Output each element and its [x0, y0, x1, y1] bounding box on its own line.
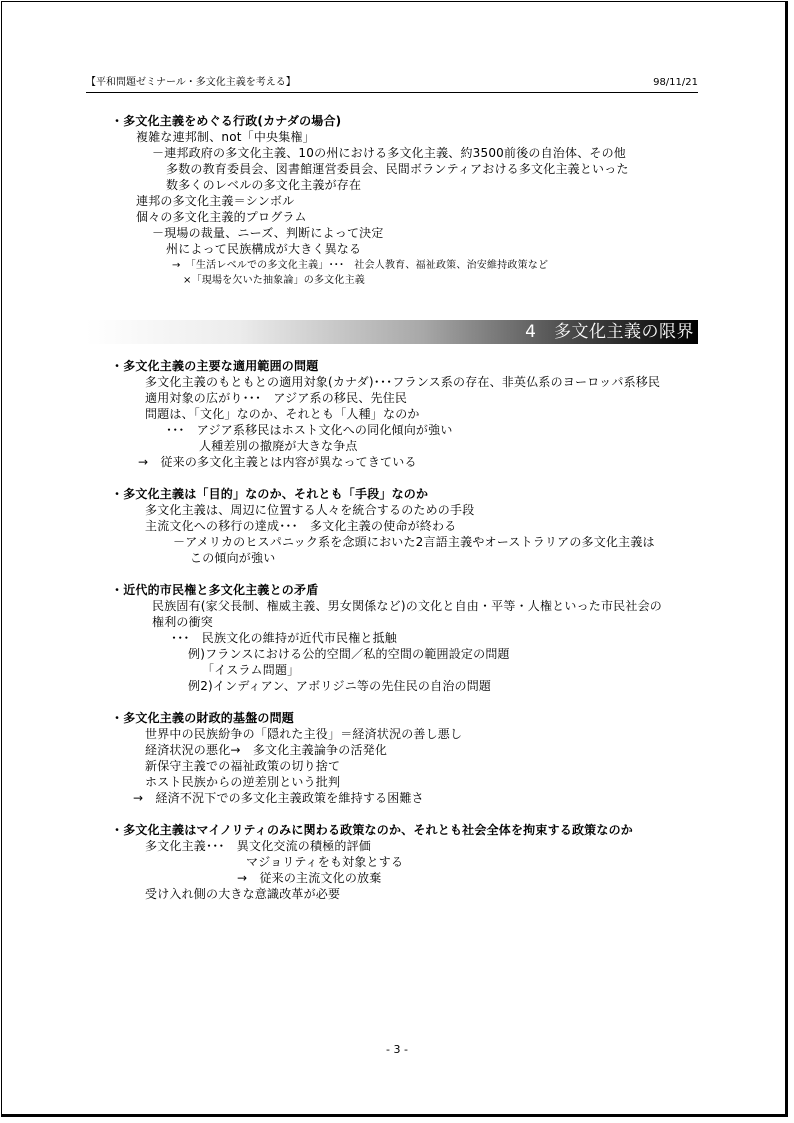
body-line: → 従来の主流文化の放棄	[237, 871, 382, 885]
body-line: 多文化主義･･･ 異文化交流の積極的評価	[145, 839, 372, 853]
body-line: マジョリティをも対象とする	[246, 855, 404, 869]
body-line: → 従来の多文化主義とは内容が異なってきている	[138, 455, 417, 469]
body-line: ホスト民族からの逆差別という批判	[145, 775, 341, 789]
body-line: 人種差別の撤廃が大きな争点	[199, 439, 358, 453]
page-number: - 3 -	[386, 1043, 408, 1056]
body-line: 権利の衝突	[152, 615, 214, 629]
header-date: 98/11/21	[653, 77, 698, 88]
section-heading: ・多文化主義はマイノリティのみに関わる政策なのか、それとも社会全体を拘束する政策なのか	[111, 823, 633, 837]
body-line: 連邦の多文化主義＝シンボル	[136, 194, 295, 208]
body-line: 問題は、「文化」なのか、それとも「人種」なのか	[145, 407, 420, 421]
body-line: ･･･ アジア系移民はホスト文化への同化傾向が強い	[166, 423, 453, 437]
page-header	[86, 76, 698, 93]
section-banner	[86, 320, 698, 344]
body-line: 世界中の民族紛争の「隠れた主役」＝経済状況の善し悪し	[145, 727, 463, 741]
body-line: 州によって民族構成が大きく異なる	[166, 242, 362, 256]
body-line: ×「現場を欠いた抽象論」の多文化主義	[183, 275, 365, 286]
body-line: 主流文化への移行の達成･･･ 多文化主義の使命が終わる	[145, 519, 457, 533]
section-heading: ・多文化主義の財政的基盤の問題	[111, 711, 295, 725]
body-line: ･･･ 民族文化の維持が近代市民権と抵触	[171, 631, 398, 645]
body-line: 民族固有(家父長制、権威主義、男女関係など)の文化と自由・平等・人権といった市民社会の	[152, 599, 662, 613]
body-line: －現場の裁量、ニーズ、判断によって決定	[152, 226, 384, 240]
body-line: この傾向が強い	[190, 551, 276, 565]
body-line: 「イスラム問題」	[202, 663, 300, 677]
body-line: 多数の教育委員会、図書館運営委員会、民間ボランティアおける多文化主義といった	[166, 162, 629, 176]
body-line: 例)フランスにおける公的空間／私的空間の範囲設定の問題	[188, 647, 510, 661]
body-line: 複雑な連邦制、not「中央集権」	[136, 130, 315, 144]
body-line: 例2)インディアン、アボリジニ等の先住民の自治の問題	[188, 679, 492, 693]
body-line: → 「生活レベルでの多文化主義」･･･ 社会人教育、福祉政策、治安維持政策など	[172, 260, 549, 271]
section-heading: ・近代的市民権と多文化主義との矛盾	[111, 583, 319, 597]
section-heading: ・多文化主義は「目的」なのか、それとも「手段」なのか	[111, 487, 429, 501]
section-banner-title: 4 多文化主義の限界	[525, 322, 694, 342]
body-line: －連邦政府の多文化主義、10の州における多文化主義、約3500前後の自治体、その他	[152, 146, 627, 160]
body-line: 経済状況の悪化→ 多文化主義論争の活発化	[145, 743, 388, 757]
body-line: 適用対象の広がり･･･ アジア系の移民、先住民	[145, 391, 408, 405]
section-heading: ・多文化主義をめぐる行政(カナダの場合)	[111, 114, 342, 128]
body-line: → 経済不況下での多文化主義政策を維持する困難さ	[133, 791, 424, 805]
body-line: 多文化主義のもともとの適用対象(カナダ)･･･フランス系の存在、非英仏系のヨーロッパ系移民	[145, 375, 661, 389]
body-line: 受け入れ側の大きな意識改革が必要	[145, 887, 341, 901]
body-line: 多文化主義は、周辺に位置する人々を統合するのための手段	[145, 503, 475, 517]
header-title: 【平和問題ゼミナール・多文化主義を考える】	[86, 77, 296, 88]
section-heading: ・多文化主義の主要な適用範囲の問題	[111, 359, 319, 373]
body-line: 新保守主義での福祉政策の切り捨て	[145, 759, 341, 773]
body-line: －アメリカのヒスパニック系を念頭においた2言語主義やオーストラリアの多文化主義は	[173, 535, 655, 549]
body-line: 個々の多文化主義的プログラム	[136, 210, 307, 224]
body-line: 数多くのレベルの多文化主義が存在	[166, 178, 362, 192]
